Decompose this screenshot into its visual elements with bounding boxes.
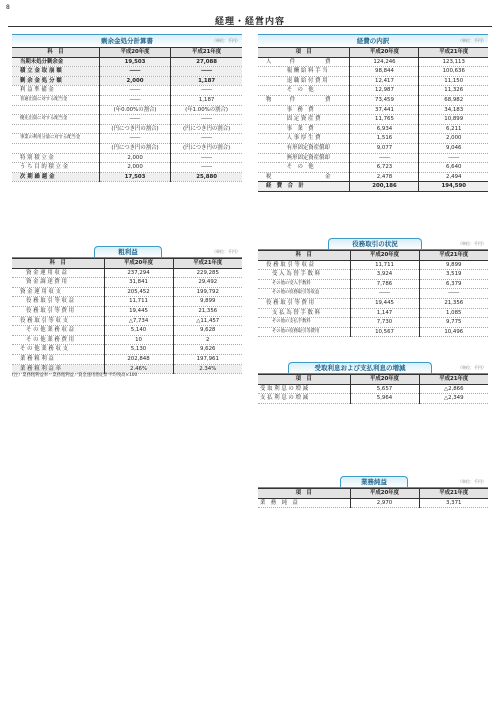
value-fy20: 2,000 bbox=[99, 76, 170, 86]
value-fy20: 12,417 bbox=[350, 76, 419, 86]
services-col-fy20: 平成20年度 bbox=[350, 251, 419, 261]
services-col-item: 科 目 bbox=[258, 251, 350, 261]
value-fy21: 10,496 bbox=[419, 327, 488, 337]
surplus-unit: （単位：千円） bbox=[212, 38, 240, 43]
gross-section bbox=[12, 246, 242, 374]
interest-col-item: 項 目 bbox=[258, 375, 350, 385]
table-row bbox=[12, 335, 242, 345]
row-label: 資 金 運 用 収 益 bbox=[12, 268, 104, 278]
value-fy21: △11,457 bbox=[173, 316, 242, 326]
row-label: 役 務 取 引 等 収 益 bbox=[258, 260, 350, 270]
value-fy20: 3,924 bbox=[350, 270, 419, 280]
value-fy20: 2,000 bbox=[99, 163, 170, 173]
value-fy21: 21,356 bbox=[173, 306, 242, 316]
services-table bbox=[258, 250, 488, 337]
row-label: 事業の利用分量に対する配当金 bbox=[12, 134, 99, 144]
row-label: 次 期 繰 越 金 bbox=[12, 172, 99, 182]
row-label: 役 務 取 引 等 費 用 bbox=[12, 306, 104, 316]
surplus-header bbox=[12, 34, 242, 47]
table-row bbox=[12, 172, 242, 182]
expenses-section bbox=[258, 34, 488, 192]
row-label-tail: 費 bbox=[306, 57, 350, 67]
row-label bbox=[12, 124, 99, 134]
gross-col-fy21: 平成21年度 bbox=[173, 259, 242, 269]
table-row bbox=[12, 326, 242, 336]
value-fy21: 11,326 bbox=[419, 86, 488, 96]
row-label: 支 払 利 息 の 増 減 bbox=[258, 394, 350, 404]
row-label: その他の役務取引等費用 bbox=[258, 327, 350, 337]
value-fy21: ―― bbox=[419, 153, 488, 163]
value-fy20: 200,186 bbox=[350, 182, 419, 192]
value-fy20: ―― bbox=[350, 153, 419, 163]
value-fy21: △2,349 bbox=[419, 394, 488, 404]
row-label: 業 務 粗 利 益 率 bbox=[12, 364, 104, 374]
interest-unit: （単位：千円） bbox=[458, 365, 486, 370]
value-fy20: 7,786 bbox=[350, 279, 419, 289]
value-fy20: 2.46% bbox=[104, 364, 173, 374]
value-fy20: 6,723 bbox=[350, 163, 419, 173]
value-fy21: 197,961 bbox=[173, 354, 242, 364]
value-fy20: 31,841 bbox=[104, 278, 173, 288]
row-label-mid: 件 bbox=[279, 57, 307, 67]
indent-cell bbox=[258, 124, 279, 134]
row-label: そ の 他 bbox=[279, 86, 350, 96]
row-label: 優先出資に対する配当金 bbox=[12, 115, 99, 125]
value-fy20: 5,140 bbox=[104, 326, 173, 336]
value-fy21: 25,880 bbox=[171, 172, 242, 182]
row-label: 役 務 取 引 等 収 支 bbox=[12, 316, 104, 326]
table-row bbox=[12, 124, 242, 134]
table-row bbox=[12, 67, 242, 77]
value-fy21: 123,113 bbox=[419, 57, 488, 67]
table-row bbox=[258, 67, 488, 77]
gross-title: 粗利益 bbox=[94, 246, 162, 258]
interest-header-line bbox=[258, 373, 488, 374]
value-fy20: 2,478 bbox=[350, 172, 419, 182]
table-row bbox=[12, 76, 242, 86]
value-fy21: ―― bbox=[171, 67, 242, 77]
row-label-mid: 件 bbox=[279, 95, 307, 105]
row-label: そ の 他 業 務 収 支 bbox=[12, 345, 104, 355]
value-fy20: 19,445 bbox=[104, 306, 173, 316]
value-fy21: 194,590 bbox=[419, 182, 488, 192]
value-fy20: 12,987 bbox=[350, 86, 419, 96]
value-fy21: 1,187 bbox=[171, 95, 242, 105]
row-label: 有形固定資産償却 bbox=[279, 143, 350, 153]
row-label: 特 別 積 立 金 bbox=[12, 153, 99, 163]
net-col-fy21: 平成21年度 bbox=[419, 489, 488, 499]
value-fy21: 21,356 bbox=[419, 298, 488, 308]
value-fy21: 29,492 bbox=[173, 278, 242, 288]
table-row bbox=[258, 308, 488, 318]
value-fy21: 34,183 bbox=[419, 105, 488, 115]
value-fy21: 9,626 bbox=[173, 345, 242, 355]
interest-section bbox=[258, 362, 488, 404]
expenses-title: 経費の内訳 bbox=[356, 37, 390, 45]
indent-cell bbox=[258, 67, 279, 77]
value-fy20: ―― bbox=[99, 134, 170, 144]
value-fy20: 10 bbox=[104, 335, 173, 345]
net-col-fy20: 平成20年度 bbox=[350, 489, 419, 499]
services-header bbox=[258, 238, 488, 250]
gross-table bbox=[12, 258, 242, 374]
surplus-title: 剰余金処分計算書 bbox=[101, 37, 153, 45]
value-fy20: 5,657 bbox=[350, 384, 419, 394]
row-label: 役 務 取 引 等 費 用 bbox=[258, 298, 350, 308]
indent-cell bbox=[258, 153, 279, 163]
value-fy20: ―― bbox=[99, 86, 170, 96]
value-fy20: 11,711 bbox=[350, 260, 419, 270]
value-fy20: 1,147 bbox=[350, 308, 419, 318]
value-fy20: 237,294 bbox=[104, 268, 173, 278]
row-label: 利 益 準 備 金 bbox=[12, 86, 99, 96]
row-label: その他の受入手数料 bbox=[258, 279, 350, 289]
interest-header bbox=[258, 362, 488, 374]
row-label: 資 金 運 用 収 支 bbox=[12, 287, 104, 297]
table-row bbox=[258, 394, 488, 404]
value-fy20: 17,503 bbox=[99, 172, 170, 182]
table-row bbox=[258, 279, 488, 289]
value-fy20: 19,445 bbox=[350, 298, 419, 308]
indent-cell bbox=[258, 115, 279, 125]
services-title: 役務取引の状況 bbox=[328, 238, 422, 250]
row-label: 資 金 調 達 費 用 bbox=[12, 278, 104, 288]
row-label: う ち 目 的 積 立 金 bbox=[12, 163, 99, 173]
table-row bbox=[258, 76, 488, 86]
indent-cell bbox=[258, 134, 279, 144]
value-fy20: 9,077 bbox=[350, 143, 419, 153]
table-row bbox=[258, 270, 488, 280]
interest-col-fy20: 平成20年度 bbox=[350, 375, 419, 385]
row-label: 受 取 利 息 の 増 減 bbox=[258, 384, 350, 394]
value-fy21: 2 bbox=[173, 335, 242, 345]
value-fy20: 19,503 bbox=[99, 57, 170, 67]
services-col-fy21: 平成21年度 bbox=[419, 251, 488, 261]
table-row bbox=[258, 289, 488, 299]
services-section bbox=[258, 238, 488, 337]
row-label: 当期未処分剰余金 bbox=[12, 57, 99, 67]
value-fy20: ―― bbox=[99, 95, 170, 105]
surplus-section bbox=[12, 34, 242, 182]
value-fy20: 10,567 bbox=[350, 327, 419, 337]
row-label bbox=[12, 105, 99, 115]
table-row bbox=[12, 306, 242, 316]
value-fy21: 6,211 bbox=[419, 124, 488, 134]
value-fy21: ―― bbox=[171, 134, 242, 144]
row-label: 受 入 為 替 手 数 料 bbox=[258, 270, 350, 280]
value-fy21: 9,899 bbox=[419, 260, 488, 270]
value-fy20: 5,130 bbox=[104, 345, 173, 355]
table-row bbox=[258, 153, 488, 163]
value-fy21: 6,640 bbox=[419, 163, 488, 173]
value-fy21: 9,775 bbox=[419, 318, 488, 328]
value-fy21: 2,494 bbox=[419, 172, 488, 182]
row-label: その他の支払手数料 bbox=[258, 318, 350, 328]
value-fy20: 1,516 bbox=[350, 134, 419, 144]
page-title: 経理・経営内容 bbox=[214, 17, 285, 27]
gross-header bbox=[12, 246, 242, 258]
interest-title: 受取利息および支払利息の増減 bbox=[288, 362, 432, 374]
value-fy21: 2.34% bbox=[173, 364, 242, 374]
row-label-head: 物 bbox=[258, 95, 279, 105]
row-label: 事 業 費 bbox=[279, 124, 350, 134]
row-label: 業 務 粗 利 益 bbox=[12, 354, 104, 364]
row-label bbox=[12, 143, 99, 153]
table-row bbox=[258, 384, 488, 394]
gross-col-fy20: 平成20年度 bbox=[104, 259, 173, 269]
gross-unit: （単位：千円） bbox=[212, 249, 240, 254]
table-row bbox=[258, 327, 488, 337]
row-label: そ の 他 bbox=[279, 163, 350, 173]
table-row bbox=[12, 316, 242, 326]
table-row bbox=[258, 143, 488, 153]
table-row bbox=[258, 134, 488, 144]
row-label: 普通出資に対する配当金 bbox=[12, 95, 99, 105]
row-label: 無形固定資産償却 bbox=[279, 153, 350, 163]
table-row bbox=[258, 182, 488, 192]
value-fy20: 202,848 bbox=[104, 354, 173, 364]
surplus-col-fy21: 平成21年度 bbox=[171, 48, 242, 58]
table-row bbox=[12, 153, 242, 163]
table-row bbox=[12, 354, 242, 364]
value-fy21: 229,285 bbox=[173, 268, 242, 278]
row-label: 事 務 費 bbox=[279, 105, 350, 115]
value-fy21: 3,371 bbox=[419, 498, 488, 508]
value-fy21: 199,792 bbox=[173, 287, 242, 297]
table-row bbox=[258, 57, 488, 67]
value-fy21: (円につき円の割合) bbox=[171, 124, 242, 134]
table-row bbox=[258, 115, 488, 125]
value-fy20: 11,711 bbox=[104, 297, 173, 307]
table-row bbox=[258, 163, 488, 173]
value-fy20: 98,844 bbox=[350, 67, 419, 77]
indent-cell bbox=[258, 163, 279, 173]
value-fy20: ―― bbox=[99, 67, 170, 77]
row-label: 人 事 厚 生 費 bbox=[279, 134, 350, 144]
value-fy21: ―― bbox=[171, 115, 242, 125]
expenses-table bbox=[258, 47, 488, 192]
value-fy21: ―― bbox=[419, 289, 488, 299]
indent-cell bbox=[258, 105, 279, 115]
table-row bbox=[12, 345, 242, 355]
row-label: 役 務 取 引 等 収 益 bbox=[12, 297, 104, 307]
page-number: 8 bbox=[6, 4, 10, 11]
value-fy20: (円につき円の割合) bbox=[99, 143, 170, 153]
table-row bbox=[12, 143, 242, 153]
table-row bbox=[12, 105, 242, 115]
table-row bbox=[12, 297, 242, 307]
indent-cell bbox=[258, 143, 279, 153]
net-title: 業務純益 bbox=[340, 476, 408, 488]
value-fy20: 205,452 bbox=[104, 287, 173, 297]
indent-cell bbox=[258, 86, 279, 96]
value-fy20: 5,964 bbox=[350, 394, 419, 404]
net-col-item: 項 目 bbox=[258, 489, 350, 499]
expenses-unit: （単位：千円） bbox=[458, 38, 486, 43]
value-fy21: 9,899 bbox=[173, 297, 242, 307]
value-fy21: 3,519 bbox=[419, 270, 488, 280]
table-row bbox=[12, 268, 242, 278]
table-row bbox=[12, 287, 242, 297]
value-fy21: 1,085 bbox=[419, 308, 488, 318]
table-row bbox=[258, 124, 488, 134]
value-fy21: ―― bbox=[171, 163, 242, 173]
row-label-tail: 金 bbox=[306, 172, 350, 182]
row-label: そ の 他 業 務 収 益 bbox=[12, 326, 104, 336]
gross-note: (注）業務粗利益率＝業務粗利益／資金運用勘定計平均残高×100 bbox=[12, 373, 138, 378]
value-fy21: 27,088 bbox=[171, 57, 242, 67]
row-label: 固 定 資 産 費 bbox=[279, 115, 350, 125]
value-fy20: 73,459 bbox=[350, 95, 419, 105]
row-label: そ の 他 業 務 費 用 bbox=[12, 335, 104, 345]
table-row bbox=[258, 86, 488, 96]
table-row bbox=[12, 57, 242, 67]
surplus-table bbox=[12, 47, 242, 182]
net-header-line bbox=[258, 487, 488, 488]
value-fy20: (年0.00%の割合) bbox=[99, 105, 170, 115]
expenses-col-fy21: 平成21年度 bbox=[419, 48, 488, 58]
interest-table bbox=[258, 374, 488, 404]
gross-col-item: 科 目 bbox=[12, 259, 104, 269]
value-fy21: 1,187 bbox=[171, 76, 242, 86]
value-fy21: 9,046 bbox=[419, 143, 488, 153]
table-row bbox=[12, 163, 242, 173]
value-fy20: 124,246 bbox=[350, 57, 419, 67]
value-fy21: 10,899 bbox=[419, 115, 488, 125]
expenses-col-fy20: 平成20年度 bbox=[350, 48, 419, 58]
title-rule bbox=[8, 26, 492, 27]
table-row bbox=[258, 105, 488, 115]
table-row bbox=[258, 298, 488, 308]
row-label-head: 人 bbox=[258, 57, 279, 67]
table-row bbox=[12, 134, 242, 144]
row-label-tail: 費 bbox=[306, 95, 350, 105]
row-label: その他の役務取引等収益 bbox=[258, 289, 350, 299]
value-fy21: 2,000 bbox=[419, 134, 488, 144]
expenses-header bbox=[258, 34, 488, 47]
value-fy20: 7,730 bbox=[350, 318, 419, 328]
value-fy21: (年1.00%の割合) bbox=[171, 105, 242, 115]
row-label: 積 立 金 取 崩 額 bbox=[12, 67, 99, 77]
value-fy20: ―― bbox=[350, 289, 419, 299]
row-label-mid bbox=[279, 172, 307, 182]
value-fy20: 6,934 bbox=[350, 124, 419, 134]
value-fy21: 100,636 bbox=[419, 67, 488, 77]
value-fy21: 68,982 bbox=[419, 95, 488, 105]
net-section bbox=[258, 476, 488, 508]
indent-cell bbox=[258, 76, 279, 86]
value-fy20: △7,734 bbox=[104, 316, 173, 326]
table-row bbox=[258, 318, 488, 328]
row-label: 退 職 給 付 費 用 bbox=[279, 76, 350, 86]
value-fy21: ―― bbox=[171, 153, 242, 163]
table-row bbox=[258, 498, 488, 508]
value-fy21: △2,866 bbox=[419, 384, 488, 394]
value-fy20: ―― bbox=[99, 115, 170, 125]
row-label: 経 費 合 計 bbox=[258, 182, 350, 192]
net-header bbox=[258, 476, 488, 488]
table-row bbox=[258, 95, 488, 105]
table-row bbox=[12, 115, 242, 125]
value-fy21: ―― bbox=[171, 86, 242, 96]
row-label-head: 税 bbox=[258, 172, 279, 182]
interest-col-fy21: 平成21年度 bbox=[419, 375, 488, 385]
gross-header-line bbox=[12, 257, 242, 258]
expenses-col-item: 項 目 bbox=[258, 48, 350, 58]
surplus-col-item: 科 目 bbox=[12, 48, 99, 58]
surplus-col-fy20: 平成20年度 bbox=[99, 48, 170, 58]
row-label: 剰 余 金 処 分 額 bbox=[12, 76, 99, 86]
services-header-line bbox=[258, 249, 488, 250]
row-label: 報 酬 給 料 手 当 bbox=[279, 67, 350, 77]
value-fy21: 6,379 bbox=[419, 279, 488, 289]
value-fy20: 2,970 bbox=[350, 498, 419, 508]
table-row bbox=[12, 278, 242, 288]
value-fy21: 9,628 bbox=[173, 326, 242, 336]
net-unit: （単位：千円） bbox=[458, 479, 486, 484]
table-row bbox=[258, 172, 488, 182]
value-fy20: 11,765 bbox=[350, 115, 419, 125]
value-fy21: 11,150 bbox=[419, 76, 488, 86]
value-fy20: 37,441 bbox=[350, 105, 419, 115]
value-fy21: (円につき円の割合) bbox=[171, 143, 242, 153]
row-label: 支 払 為 替 手 数 料 bbox=[258, 308, 350, 318]
row-label: 業 務 純 益 bbox=[258, 498, 350, 508]
table-row bbox=[12, 95, 242, 105]
value-fy20: 2,000 bbox=[99, 153, 170, 163]
net-table bbox=[258, 488, 488, 508]
value-fy20: (円につき円の割合) bbox=[99, 124, 170, 134]
services-unit: （単位：千円） bbox=[458, 241, 486, 246]
table-row bbox=[258, 260, 488, 270]
table-row bbox=[12, 86, 242, 96]
